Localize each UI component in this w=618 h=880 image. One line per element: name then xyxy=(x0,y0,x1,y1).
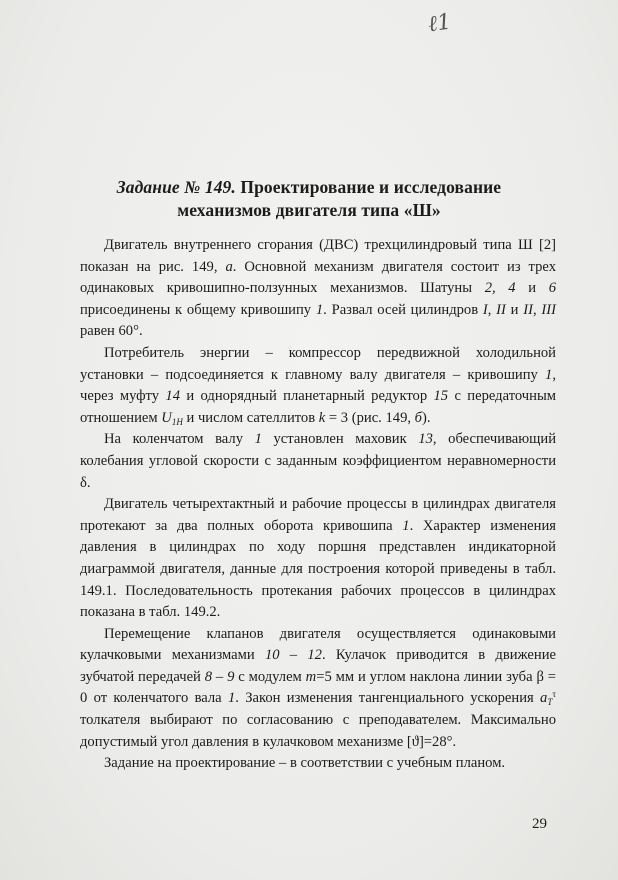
title-line1: Проектирование и исследование xyxy=(235,177,502,197)
body-text xyxy=(80,235,556,775)
text-segment: установлен маховик xyxy=(261,431,419,448)
text-segment: Задание на проектирование – в соответствии с учебным планом. xyxy=(104,755,506,772)
text-segment: 1 xyxy=(254,431,262,448)
text-segment: Двигатель четырехтактный и рабочие процессы в цилиндрах двигателя протекают за два полных оборота кривошипа xyxy=(80,496,556,534)
text-segment: ). xyxy=(422,409,431,426)
text-segment: На коленчатом валу xyxy=(104,431,255,448)
text-segment: и однорядный планетарный редуктор xyxy=(179,388,434,405)
text-segment: Перемещение клапанов двигателя осуществляется одинаковыми кулачковыми механизмами xyxy=(80,625,556,664)
text-segment: присоединены к общему кривошипу xyxy=(80,301,316,318)
text-segment: 6 xyxy=(548,280,557,297)
text-segment: . Закон изменения тангенциального ускорения xyxy=(235,690,541,707)
text-segment: 1 xyxy=(227,690,236,707)
text-segment: с модулем xyxy=(234,668,306,685)
text-segment: 15 xyxy=(433,388,449,405)
text-segment: Двигатель внутреннего сгорания (ДВС) трехцилиндровый типа Ш [2] показан на рис. 149, xyxy=(80,237,556,275)
text-segment: толкателя выбирают по согласованию с преподавателем. Максимально допустимый угол давления в кулачковом механизме [ϑ]=28°. xyxy=(80,712,556,750)
text-segment: и xyxy=(505,301,524,318)
task-number: Задание № 149. xyxy=(116,177,236,197)
text-segment: , через муфту xyxy=(80,366,556,405)
text-segment: . Кулачок приводится в движение зубчатой передачей xyxy=(80,647,556,685)
text-segment: с передаточным отношением xyxy=(80,388,556,426)
text-segment: и числом сателлитов xyxy=(182,409,319,426)
text-segment: . Характер изменения давления в цилиндрах по ходу поршня представлен индикаторной диаграммой двигателя, данные для построения которой приведены в табл. 149.1. Последовательность протекания рабочих процессов в цилиндрах показана в табл. 149.2. xyxy=(80,517,556,621)
paragraph xyxy=(80,235,556,343)
text-segment: Потребитель энергии – компрессор передвижной холодильной установки – подсоединяется к главному валу двигателя – кривошипу xyxy=(80,344,556,383)
text-segment: 2, 4 xyxy=(484,280,516,297)
text-segment: 1 xyxy=(315,301,324,318)
text-segment: , xyxy=(487,301,497,318)
text-segment: 10 – 12 xyxy=(264,647,322,664)
text-segment: T xyxy=(547,697,553,708)
title-line2: механизмов двигателя типа «Ш» xyxy=(177,200,441,220)
paragraph xyxy=(80,343,556,429)
text-segment: τ xyxy=(552,689,556,700)
text-segment: =5 мм и углом наклона линии зуба β = 0 от коленчатого вала xyxy=(80,668,556,707)
text-segment: 8 – 9 xyxy=(204,668,235,685)
text-segment: III xyxy=(541,301,557,318)
text-segment: б xyxy=(414,409,423,426)
text-segment: m xyxy=(305,668,317,685)
text-segment: а xyxy=(225,258,233,275)
text-segment: , обеспечивающий колебания угловой скорости с заданным коэффициентом неравномерности δ. xyxy=(80,431,557,491)
handwritten-mark: ℓ1 xyxy=(426,9,453,38)
text-segment: = 3 (рис. 149, xyxy=(325,409,415,426)
paragraph xyxy=(80,753,556,775)
paragraph xyxy=(80,429,556,494)
text-segment: и xyxy=(515,280,549,297)
paragraph xyxy=(80,494,556,624)
text-segment: 14 xyxy=(165,388,180,405)
text-segment: a xyxy=(540,690,548,707)
text-segment: . Основной механизм двигателя состоит из трех одинаковых кривошипно-ползунных механизмов. Шатуны xyxy=(80,258,556,297)
text-segment: k xyxy=(318,409,326,426)
text-segment: , xyxy=(533,301,542,318)
text-segment: 1 xyxy=(402,517,410,534)
text-segment: 1 xyxy=(545,366,553,383)
text-segment: равен 60°. xyxy=(80,323,143,340)
text-segment: I xyxy=(482,301,488,318)
paragraph xyxy=(80,624,556,754)
text-segment: II xyxy=(523,301,533,318)
text-segment: 1H xyxy=(171,416,183,427)
text-segment: II xyxy=(496,301,506,318)
text-segment: 13 xyxy=(418,431,433,448)
text-segment: . Развал осей цилиндров xyxy=(323,301,483,318)
page-title xyxy=(60,176,558,222)
page-number: 29 xyxy=(532,816,547,832)
text-segment: U xyxy=(161,409,172,426)
